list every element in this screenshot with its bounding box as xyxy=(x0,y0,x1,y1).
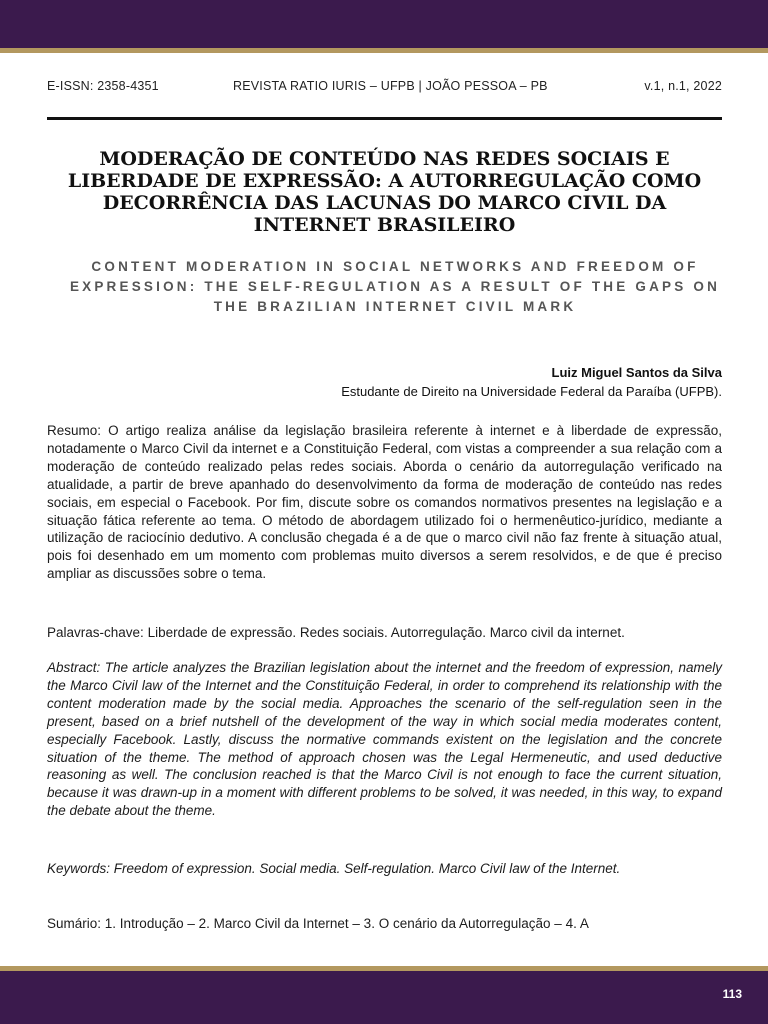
palavras-chave-text: Liberdade de expressão. Redes sociais. Autorregulação. Marco civil da internet. xyxy=(147,625,625,640)
author-block xyxy=(341,363,722,401)
abstract-text: The article analyzes the Brazilian legislation about the internet and the freedom of expression, namely the Marco Civil law of the Internet and the Constituição Federal, in order to comprehend its relationship with the content moderation made by the social media. Approaches the scenario of the self-regulation seen in the present, based on a brief nutshell of the development of the way in which social media moderates content, especially Facebook. Lastly, discuss the normative commands existent on the legislation and the concrete situation of the theme. The method of approach chosen was the Legal Hermeneutic, and used deductive reasoning as well. The conclusion reached is that the Marco Civil is not enough to face the current situation, because it was drawn-up in a moment with different problems to be solved, it was needed, in this way, to expand the debate about the theme. xyxy=(47,660,722,819)
running-header xyxy=(47,79,722,95)
resumo-paragraph: Resumo: O artigo realiza análise da legislação brasileira referente à internet e à liberdade de expressão, notadamente o Marco Civil da internet e a Constituição Federal, com vistas a compreender a sua relação com a moderação de conteúdo realizado pelas redes sociais. Aborda o cenário da autorregulação verificado na atualidade, a partir de breve apanhado do desenvolvimento da forma de moderação de conteúdo nas redes sociais, em especial o Facebook. Por fim, discute sobre os comandos normativos presentes na legislação e a situação fática referente ao tema. O método de abordagem utilizado foi o hermenêutico-jurídico, mediante a utilização de raciocínio dedutivo. A conclusão chegada é a de que o marco civil não faz frente à situação atual, pois foi desenhado em um momento com problemas muito diversos a serem resolvidos, e de que é preciso ampliar as discussões sobre o tema. xyxy=(47,423,722,582)
resumo-text: O artigo realiza análise da legislação brasileira referente à internet e à liberdade de expressão, notadamente o Marco Civil da internet e a Constituição Federal, com vistas a compreender a sua relação com a moderação de conteúdo realizado pelas redes sociais. Aborda o cenário da autorregulação verificado na atualidade, a partir de breve apanhado do desenvolvimento da forma de moderação de conteúdo nas redes sociais, em especial o Facebook. Por fim, discute sobre os comandos normativos presentes na legislação e a situação fática referente ao tema. O método de abordagem utilizado foi o hermenêutico-jurídico, mediante a utilização de raciocínio dedutivo. A conclusão chegada é a de que o marco civil não faz frente à situação atual, pois foi desenhado em um momento com problemas muito diversos a serem resolvidos, e de que é preciso ampliar as discussões sobre o tema. xyxy=(47,423,722,582)
palavras-chave-label: Palavras-chave xyxy=(47,625,141,640)
sumario-label: Sumário xyxy=(47,916,98,931)
author-affiliation: Estudante de Direito na Universidade Federal da Paraíba (UFPB). xyxy=(341,384,722,399)
journal-name: REVISTA RATIO IURIS – UFPB | JOÃO PESSOA – PB xyxy=(233,79,548,93)
bottom-color-band xyxy=(0,971,768,1024)
keywords-text: Freedom of expression. Social media. Self-regulation. Marco Civil law of the Internet. xyxy=(113,861,621,876)
abstract-label: Abstract xyxy=(47,660,97,675)
sumario-paragraph: Sumário: 1. Introdução – 2. Marco Civil da Internet – 3. O cenário da Autorregulação – 4. A xyxy=(47,916,589,931)
palavras-chave-paragraph: Palavras-chave: Liberdade de expressão. Redes sociais. Autorregulação. Marco civil da internet. xyxy=(47,625,625,640)
issn: E-ISSN: 2358-4351 xyxy=(47,79,159,93)
header-divider xyxy=(47,117,722,120)
article-title: MODERAÇÃO DE CONTEÚDO NAS REDES SOCIAIS E LIBERDADE DE EXPRESSÃO: A AUTORREGULAÇÃO COMO DECORRÊNCIA DAS LACUNAS DO MARCO CIVIL DA INTERNET BRASILEIRO xyxy=(67,148,702,236)
article-title-english: CONTENT MODERATION IN SOCIAL NETWORKS AND FREEDOM OF EXPRESSION: THE SELF-REGULATION AS A RESULT OF THE GAPS ON THE BRAZILIAN INTERNET CIVIL MARK xyxy=(69,259,721,314)
top-gold-rule xyxy=(0,48,768,53)
volume-info: v.1, n.1, 2022 xyxy=(644,79,722,93)
top-color-band xyxy=(0,0,768,48)
author-name: Luiz Miguel Santos da Silva xyxy=(551,365,722,380)
keywords-paragraph: Keywords: Freedom of expression. Social media. Self-regulation. Marco Civil law of the Internet. xyxy=(47,861,621,876)
keywords-label: Keywords xyxy=(47,861,107,876)
page-number: 113 xyxy=(722,987,742,1001)
abstract-paragraph: Abstract: The article analyzes the Brazilian legislation about the internet and the freedom of expression, namely the Marco Civil law of the Internet and the Constituição Federal, in order to comprehend its relationship with the content moderation made by the social media. Approaches the scenario of the self-regulation seen in the present, based on a brief nutshell of the development of the way in which social media moderates content, especially Facebook. Lastly, discuss the normative commands existent on the legislation and the concrete situation of the theme. The method of approach chosen was the Legal Hermeneutic, and used deductive reasoning as well. The conclusion reached is that the Marco Civil is not enough to face the current situation, because it was drawn-up in a moment with different problems to be solved, it was needed, in this way, to expand the debate about the theme. xyxy=(47,660,722,819)
sumario-text: 1. Introdução – 2. Marco Civil da Internet – 3. O cenário da Autorregulação – 4. A xyxy=(104,916,589,931)
resumo-label: Resumo xyxy=(47,423,98,438)
